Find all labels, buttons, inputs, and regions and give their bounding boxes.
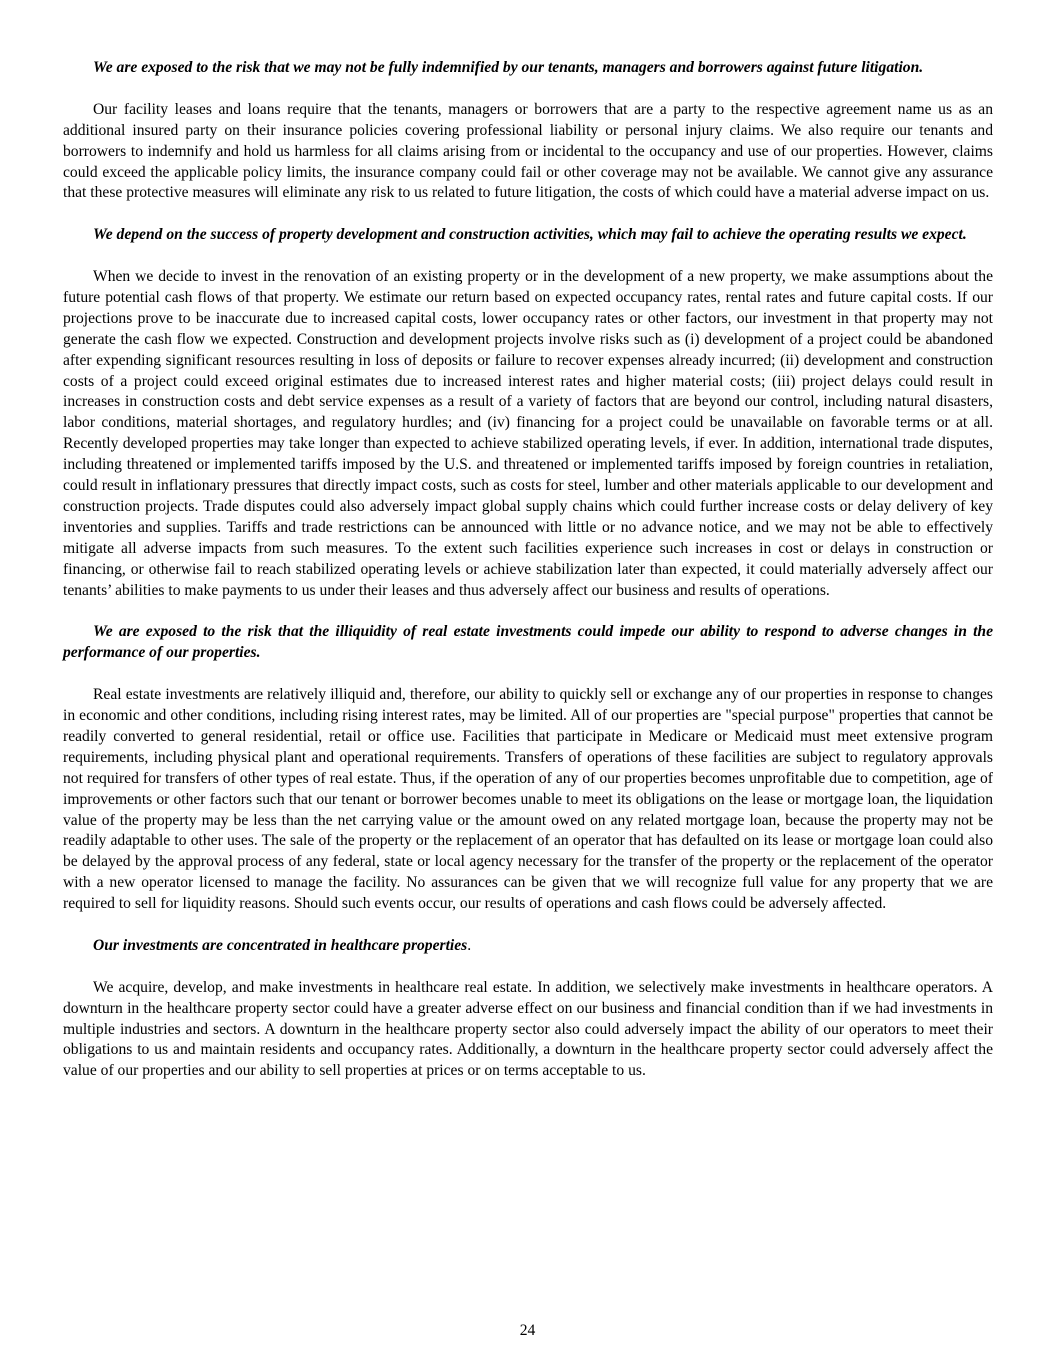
page-number: 24 bbox=[519, 1322, 536, 1339]
section-body-illiquidity: Real estate investments are relatively illiquid and, therefore, our ability to quickly sell or exchange any of our properties in response to changes in economic and other conditions, including rising interest rates, may be limited. All of our properties are "special purpose" properties that cannot be readily converted to general residential, retail or office use. Facilities that participate in Medicare or Medicaid must meet extensive program requirements, including physical plant and operational requirements. Transfers of operations of these facilities are subject to regulatory approvals not required for transfers of other types of real estate. Thus, if the operation of any of our properties becomes unprofitable due to competition, age of improvements or other factors such that our tenant or borrower becomes unable to meet its obligations on the lease or mortgage loan, the liquidation value of the property may be less than the net carrying value or the amount owed on any related mortgage loan, because the property may not be readily adaptable to other uses. The sale of the property or the replacement of an operator that has defaulted on its lease or mortgage loan could also be delayed by the approval process of any federal, state or local agency necessary for the transfer of the property or the replacement of the operator with a new operator licensed to manage the facility. No assurances can be given that we will recognize full value for any property that we are required to sell for liquidity reasons. Should such events occur, our results of operations and cash flows could be adversely affected. bbox=[63, 686, 993, 913]
section-heading-indemnification: We are exposed to the risk that we may not be fully indemnified by our tenants, managers and borrowers against future litigation. bbox=[93, 59, 924, 76]
section-heading-concentration: Our investments are concentrated in healthcare properties. bbox=[93, 936, 472, 954]
section-heading-development: We depend on the success of property development and construction activities, which may fail to achieve the operating results we expect. bbox=[93, 226, 967, 244]
section-body-development: When we decide to invest in the renovation of an existing property or in the development of a new property, we make assumptions about the future potential cash flows of that property. We estimate our return based on expected occupancy rates, rental rates and future capital costs. If our projections prove to be inaccurate due to increased capital costs, lower occupancy rates or other factors, our investment in that property may not generate the cash flow we expected. Construction and development projects involve risks such as (i) development of a project could be abandoned after expending significant resources resulting in loss of deposits or failure to recover expenses already incurred; (ii) development and construction costs of a project could exceed original estimates due to increased interest rates and higher material costs; (iii) project delays could result in increases in construction costs and debt service expenses as a result of a variety of factors that are beyond our control, including natural disasters, labor conditions, material shortages, and regulatory hurdles; and (iv) financing for a project could be unavailable on favorable terms or at all. Recently developed properties may take longer than expected to achieve stabilized operating levels, if ever. In addition, international trade disputes, including threatened or implemented tariffs imposed by the U.S. and threatened or implemented tariffs imposed by foreign countries in retaliation, could result in inflationary pressures that directly impact costs, such as costs for steel, lumber and other materials applicable to our development and construction projects. Trade disputes could also adversely impact global supply chains which could further increase costs or delay delivery of key inventories and supplies. Tariffs and trade restrictions can be announced with little or no advance notice, and we may not be able to effectively mitigate all adverse impacts from such measures. To the extent such facilities experience such increases in cost or delays in construction or financing, or otherwise fail to reach stabilized operating levels or achieve stabilization later than expected, it could materially adversely affect our tenants’ abilities to make payments to us under their leases and thus adversely affect our business and results of operations. bbox=[63, 268, 993, 599]
section-body-indemnification: Our facility leases and loans require that the tenants, managers or borrowers that are a party to the respective agreement name us as an additional insured party on their insurance policies covering professional liability or personal injury claims. We also require our tenants and borrowers to indemnify and hold us harmless for all claims arising from or incidental to the occupancy and use of our properties. However, claims could exceed the applicable policy limits, the insurance company could fail or other coverage may not be available. We cannot give any assurance that these protective measures will eliminate any risk to us related to future litigation, the costs of which could have a material adverse impact on us. bbox=[63, 100, 993, 202]
document-page bbox=[63, 58, 993, 1103]
section-heading-illiquidity: We are exposed to the risk that the illiquidity of real estate investments could impede our ability to respond to adverse changes in the performance of our properties. bbox=[63, 623, 993, 662]
section-body-concentration: We acquire, develop, and make investments in healthcare real estate. In addition, we selectively make investments in healthcare operators. A downturn in the healthcare property sector could have a greater adverse effect on our business and financial condition than if we had investments in multiple industries and sectors. A downturn in the healthcare property sector also could adversely impact the ability of our operators to meet their obligations to us and maintain residents and occupancy rates. Additionally, a downturn in the healthcare property sector could adversely affect the value of our properties and our ability to sell properties at prices or on terms acceptable to us. bbox=[63, 978, 993, 1080]
